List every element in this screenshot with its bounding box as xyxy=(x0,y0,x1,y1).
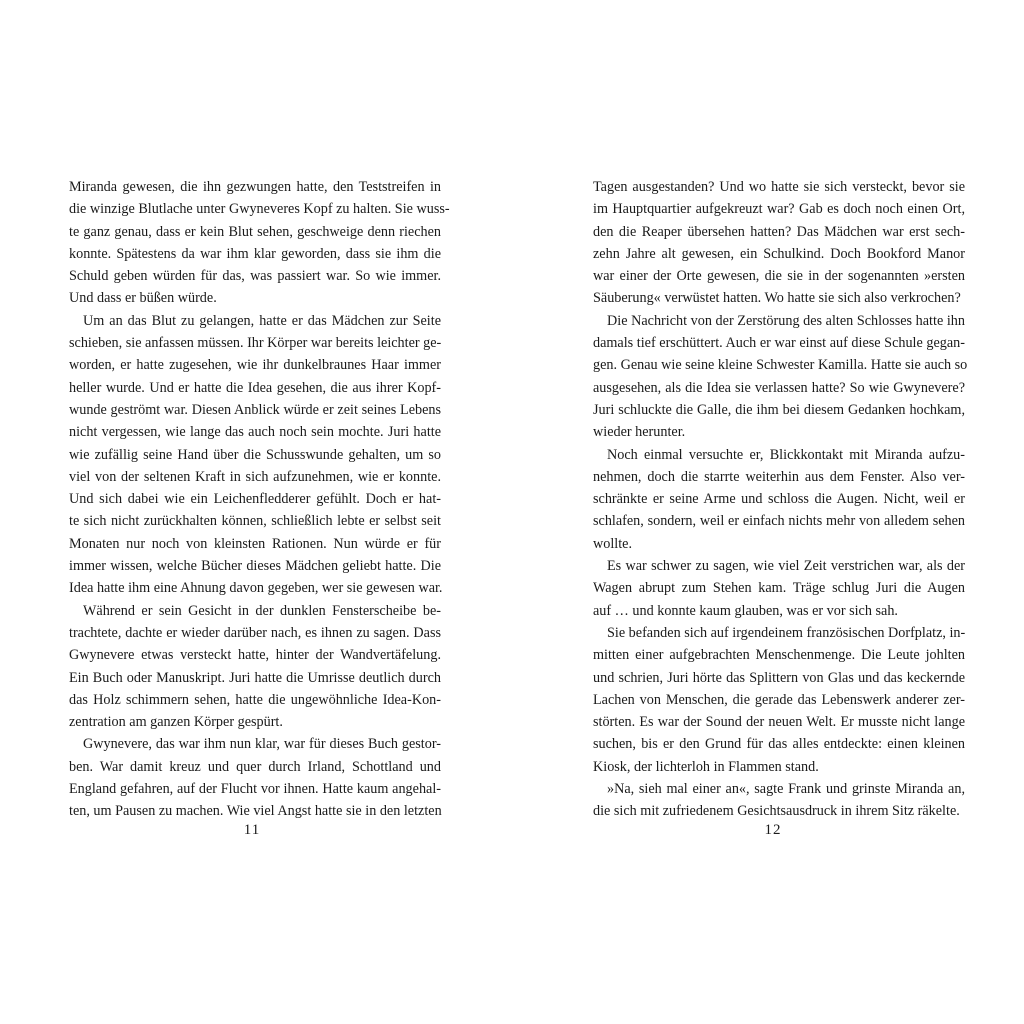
text-line: Es war schwer zu sagen, wie viel Zeit verstrichen war, als der xyxy=(607,558,965,575)
text-line: nicht vergessen, wie lange das auch noch sein mochte. Juri hatte xyxy=(69,424,441,441)
text-line: Um an das Blut zu gelangen, hatte er das Mädchen zur Seite xyxy=(83,312,441,329)
text-line: Wagen abrupt zum Stehen kam. Träge schlug Juri die Augen xyxy=(593,580,965,597)
text-line: Noch einmal versuchte er, Blickkontakt mit Miranda aufzu- xyxy=(607,446,965,463)
text-line: Und sich dabei wie ein Leichenfledderer gefühlt. Doch er hat- xyxy=(69,491,441,508)
text-line: wieder herunter. xyxy=(593,424,686,441)
text-line: heller wurde. Und er hatte die Idea gesehen, die aus ihrer Kopf- xyxy=(69,379,441,396)
text-line: Während er sein Gesicht in der dunklen Fensterscheibe be- xyxy=(83,602,441,619)
left-page-text xyxy=(69,176,450,823)
text-line: nehmen, doch die starrte weiterhin aus dem Fenster. Also ver- xyxy=(593,468,965,485)
text-line: störten. Es war der Sound der neuen Welt. Er musste nicht lange xyxy=(593,714,965,731)
text-line: mitten einer aufgebrachten Menschenmenge. Die Leute johlten xyxy=(593,647,965,664)
text-line: Und dass er büßen würde. xyxy=(69,290,217,307)
text-line: das Holz schimmern sehen, hatte die ungewöhnliche Idea-Kon- xyxy=(69,691,441,708)
right-page-number: 12 xyxy=(764,822,782,838)
text-line: schlafen, sondern, weil er einfach nichts mehr von alledem sehen xyxy=(593,513,965,530)
text-line: Lachen von Menschen, die gerade das Lebenswerk anderer zer- xyxy=(593,691,965,708)
text-line: trachtete, dachte er wieder darüber nach, es ihnen zu sagen. Dass xyxy=(69,624,441,641)
text-line: immer wissen, welche Bücher dieses Mädchen geliebt hatte. Die xyxy=(69,558,441,575)
text-line: Gwynevere etwas versteckt hatte, hinter der Wandvertäfelung. xyxy=(69,647,441,664)
text-line: wollte. xyxy=(593,535,633,552)
text-line: worden, er hatte zugesehen, wie ihr dunkelbraunes Haar immer xyxy=(69,357,441,374)
right-page-text xyxy=(593,176,968,823)
text-line: war einer der Orte gewesen, die sie in der sogenannten »ersten xyxy=(593,268,965,285)
text-line: Miranda gewesen, die ihn gezwungen hatte, den Teststreifen in xyxy=(69,179,441,195)
text-line: te sich nicht zurückhalten können, schließlich lebte er selbst seit xyxy=(69,513,441,530)
text-line: Säuberung« verwüstet hatten. Wo hatte sie sich also verkrochen? xyxy=(593,290,961,307)
text-line: »Na, sieh mal einer an«, sagte Frank und grinste Miranda an, xyxy=(607,781,965,798)
text-line: die sich mit zufriedenem Gesichtsausdruck in ihrem Sitz räkelte. xyxy=(593,803,960,820)
text-line: ausgesehen, als die Idea sie verlassen hatte? So wie Gwynevere? xyxy=(593,379,965,396)
left-page-number: 11 xyxy=(243,822,261,838)
text-line: die winzige Blutlache unter Gwyneveres Kopf zu halten. Sie wuss- xyxy=(69,201,450,218)
text-line: Monaten nur noch von kleinsten Rationen. Nun würde er für xyxy=(69,535,441,552)
text-line: und schrien, Juri hörte das Splittern von Glas und das keckernde xyxy=(593,669,965,686)
text-line: Juri schluckte die Galle, die ihm bei diesem Gedanken hochkam, xyxy=(593,401,965,418)
text-line: Die Nachricht von der Zerstörung des alten Schlosses hatte ihn xyxy=(607,312,965,329)
text-line: ben. War damit kreuz und quer durch Irland, Schottland und xyxy=(69,758,441,775)
text-line: schränkte er seine Arme und schloss die Augen. Nicht, weil er xyxy=(593,491,965,508)
text-line: gen. Genau wie seine kleine Schwester Kamilla. Hatte sie auch so xyxy=(593,357,968,374)
text-line: zentration am ganzen Körper gespürt. xyxy=(69,714,283,731)
text-line: damals tief erschüttert. Auch er war einst auf diese Schule gegan- xyxy=(593,335,965,352)
text-line: schieben, sie anfassen müssen. Ihr Körper war bereits leichter ge- xyxy=(69,335,442,352)
text-line: Kiosk, der lichterloh in Flammen stand. xyxy=(593,758,819,775)
text-line: Tagen ausgestanden? Und wo hatte sie sich versteckt, bevor sie xyxy=(593,179,965,195)
text-line: im Hauptquartier aufgekreuzt war? Gab es doch noch einen Ort, xyxy=(593,201,965,218)
text-line: zehn Jahre alt gewesen, ein Schulkind. Doch Bookford Manor xyxy=(593,245,965,262)
text-line: wunde geströmt war. Diesen Anblick würde er zeit seines Lebens xyxy=(69,401,441,418)
text-line: te ganz genau, dass er kein Blut sehen, geschweige denn riechen xyxy=(69,223,441,240)
text-line: konnte. Spätestens da war ihm klar geworden, dass sie ihm die xyxy=(69,245,441,262)
text-line: Idea hatte ihm eine Ahnung davon gegeben, wer sie gewesen war. xyxy=(69,580,443,597)
text-line: suchen, bis er den Grund für das alles entdeckte: einen kleinen xyxy=(593,736,965,753)
text-line: den die Reaper übersehen hatten? Das Mädchen war erst sech- xyxy=(593,223,965,240)
text-line: wie zufällig seine Hand über die Schusswunde gehalten, um so xyxy=(69,446,441,463)
text-line: Sie befanden sich auf irgendeinem französischen Dorfplatz, in- xyxy=(607,624,966,641)
text-line: Ein Buch oder Manuskript. Juri hatte die Umrisse deutlich durch xyxy=(69,669,441,686)
text-line: England gefahren, auf der Flucht vor ihnen. Hatte kaum angehal- xyxy=(69,781,441,798)
text-line: Gwynevere, das war ihm nun klar, war für dieses Buch gestor- xyxy=(83,736,441,753)
text-line: auf … und konnte kaum glauben, was er vor sich sah. xyxy=(593,602,898,619)
text-line: viel von der seltenen Kraft in sich aufzunehmen, wie er konnte. xyxy=(69,468,441,485)
text-line: Schuld geben würden für das, was passiert war. So wie immer. xyxy=(69,268,441,285)
text-line: ten, um Pausen zu machen. Wie viel Angst hatte sie in den letzten xyxy=(69,803,442,820)
